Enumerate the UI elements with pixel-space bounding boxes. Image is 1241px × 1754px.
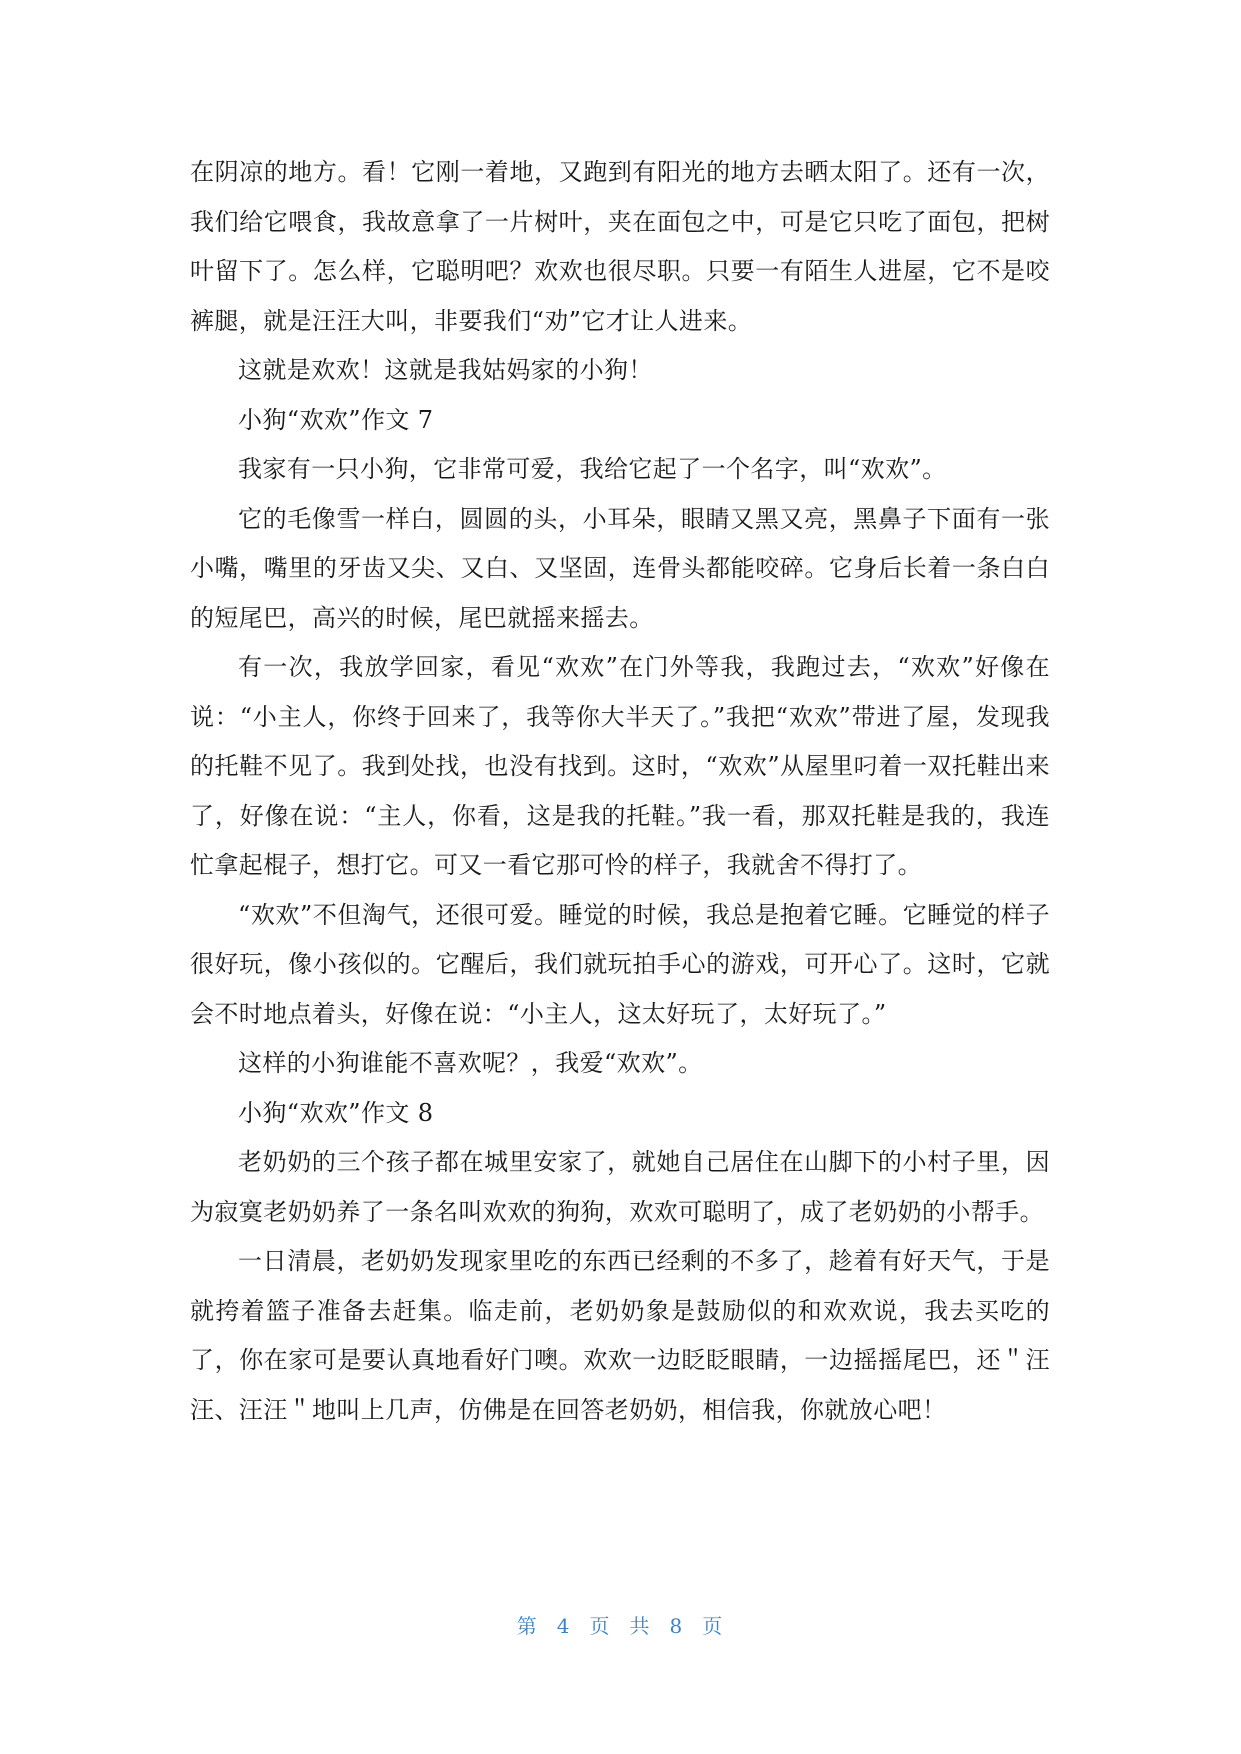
- paragraph: 老奶奶的三个孩子都在城里安家了，就她自己居住在山脚下的小村子里，因为寂寞老奶奶养了一条名叫欢欢的狗狗，欢欢可聪明了，成了老奶奶的小帮手。: [190, 1148, 1050, 1226]
- footer-word-gong: 共: [629, 1614, 652, 1638]
- paragraph: 有一次，我放学回家，看见“欢欢”在门外等我，我跑过去，“欢欢”好像在说：“小主人，你终于回来了，我等你大半天了。”我把“欢欢”带进了屋，发现我的托鞋不见了。我到处找，也没有找到。这时，“欢欢”从屋里叼着一双托鞋出来了，好像在说：“主人，你看，这是我的托鞋。”我一看，那双托鞋是我的，我连忙拿起棍子，想打它。可又一看它那可怜的样子，我就舍不得打了。: [190, 653, 1050, 879]
- paragraph-continuation: 在阴凉的地方。看！它刚一着地，又跑到有阳光的地方去晒太阳了。还有一次，我们给它喂食，我故意拿了一片树叶，夹在面包之中，可是它只吃了面包，把树叶留下了。怎么样，它聪明吧？欢欢也很尽职。只要一有陌生人进屋，它不是咬裤腿，就是汪汪大叫，非要我们“劝”它才让人进来。: [190, 158, 1050, 335]
- footer-word-di: 第: [516, 1614, 539, 1638]
- paragraph: 它的毛像雪一样白，圆圆的头，小耳朵，眼睛又黑又亮，黑鼻子下面有一张小嘴，嘴里的牙齿又尖、又白、又坚固，连骨头都能咬碎。它身后长着一条白白的短尾巴，高兴的时候，尾巴就摇来摇去。: [190, 504, 1050, 632]
- document-body: [190, 148, 1050, 1435]
- footer-current-page: 4: [556, 1614, 572, 1638]
- footer-total-pages: 8: [669, 1614, 685, 1638]
- paragraph: 这就是欢欢！这就是我姑妈家的小狗！: [238, 356, 653, 384]
- section-heading-essay-8: 小狗“欢欢”作文 8: [238, 1098, 434, 1127]
- section-heading-essay-7: 小狗“欢欢”作文 7: [238, 405, 434, 434]
- page-footer: [0, 1610, 1241, 1639]
- paragraph: 一日清晨，老奶奶发现家里吃的东西已经剩的不多了，趁着有好天气，于是就挎着篮子准备去赶集。临走前，老奶奶象是鼓励似的和欢欢说，我去买吃的了，你在家可是要认真地看好门噢。欢欢一边眨眨眼睛，一边摇摇尾巴，还＂汪汪、汪汪＂地叫上几声，仿佛是在回答老奶奶，相信我，你就放心吧！: [190, 1247, 1050, 1424]
- footer-word-ye: 页: [589, 1614, 612, 1638]
- paragraph: “欢欢”不但淘气，还很可爱。睡觉的时候，我总是抱着它睡。它睡觉的样子很好玩，像小孩似的。它醒后，我们就玩拍手心的游戏，可开心了。这时，它就会不时地点着头，好像在说：“小主人，这太好玩了，太好玩了。”: [190, 900, 1050, 1028]
- paragraph: 我家有一只小狗，它非常可爱，我给它起了一个名字，叫“欢欢”。: [238, 455, 947, 483]
- paragraph: 这样的小狗谁能不喜欢呢？，我爱“欢欢”。: [238, 1049, 703, 1077]
- footer-word-ye-2: 页: [702, 1614, 725, 1638]
